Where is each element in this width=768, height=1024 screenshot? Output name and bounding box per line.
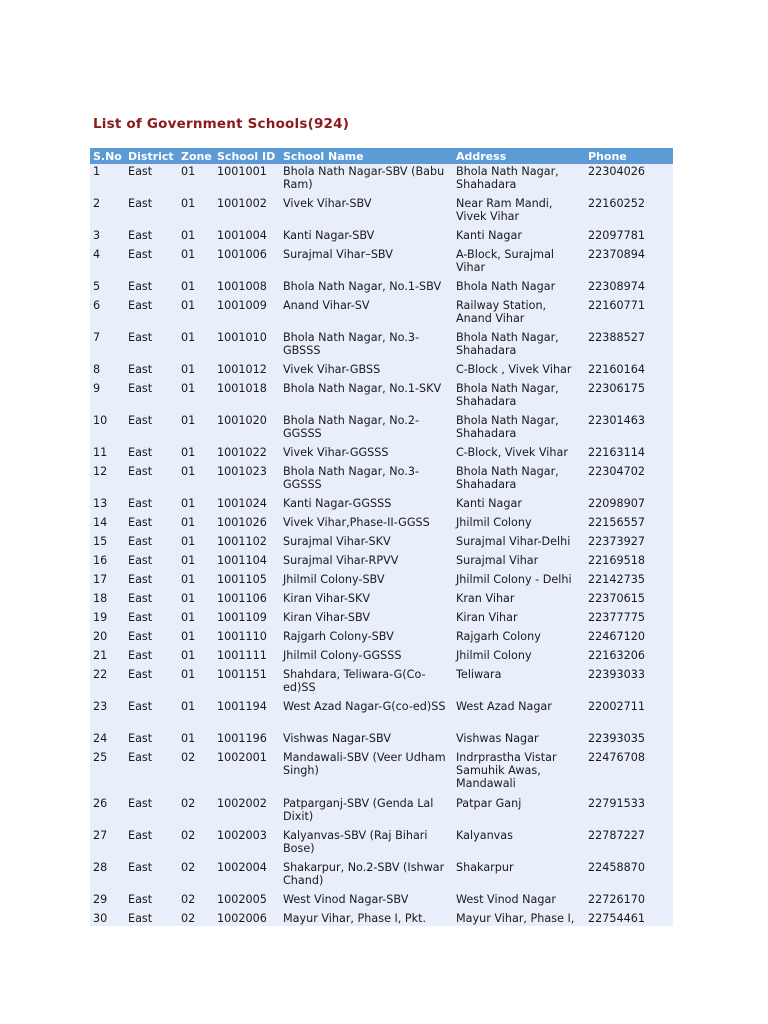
cell-zone: 01 — [178, 464, 214, 496]
cell-school-name: Rajgarh Colony-SBV — [280, 629, 453, 648]
cell-school-id: 1001111 — [214, 648, 280, 667]
cell-sno: 26 — [90, 796, 125, 828]
cell-district: East — [125, 247, 178, 279]
cell-district: East — [125, 828, 178, 860]
cell-zone: 02 — [178, 860, 214, 892]
cell-district: East — [125, 699, 178, 731]
cell-zone: 01 — [178, 496, 214, 515]
cell-school-name: Kiran Vihar-SBV — [280, 610, 453, 629]
table-row — [90, 610, 673, 629]
cell-address: C-Block , Vivek Vihar — [453, 362, 585, 381]
schools-table — [90, 148, 673, 926]
cell-sno: 10 — [90, 413, 125, 445]
cell-sno: 1 — [90, 164, 125, 196]
cell-sno: 21 — [90, 648, 125, 667]
table-row — [90, 553, 673, 572]
table-row — [90, 648, 673, 667]
cell-school-name: Vivek Vihar-GBSS — [280, 362, 453, 381]
cell-sno: 11 — [90, 445, 125, 464]
cell-phone: 22393035 — [585, 731, 673, 750]
cell-phone: 22142735 — [585, 572, 673, 591]
cell-phone: 22370894 — [585, 247, 673, 279]
cell-school-name: Kalyanvas-SBV (Raj Bihari Bose) — [280, 828, 453, 860]
column-header-district: District — [125, 148, 178, 164]
table-row — [90, 279, 673, 298]
cell-phone: 22304702 — [585, 464, 673, 496]
cell-school-id: 1001008 — [214, 279, 280, 298]
cell-zone: 01 — [178, 298, 214, 330]
cell-school-name: Mandawali-SBV (Veer Udham Singh) — [280, 750, 453, 796]
cell-phone: 22002711 — [585, 699, 673, 731]
cell-zone: 01 — [178, 228, 214, 247]
cell-school-name: Vivek Vihar-GGSSS — [280, 445, 453, 464]
cell-sno: 13 — [90, 496, 125, 515]
cell-sno: 17 — [90, 572, 125, 591]
cell-school-name: Bhola Nath Nagar, No.2-GGSSS — [280, 413, 453, 445]
cell-school-name: Vivek Vihar-SBV — [280, 196, 453, 228]
cell-address: Jhilmil Colony — [453, 648, 585, 667]
cell-address: Indrprastha Vistar Samuhik Awas, Mandawali — [453, 750, 585, 796]
cell-address: C-Block, Vivek Vihar — [453, 445, 585, 464]
cell-school-id: 1001023 — [214, 464, 280, 496]
table-row — [90, 750, 673, 796]
table-row — [90, 298, 673, 330]
cell-address: Kiran Vihar — [453, 610, 585, 629]
cell-district: East — [125, 413, 178, 445]
cell-school-id: 1001020 — [214, 413, 280, 445]
table-row — [90, 381, 673, 413]
cell-school-name: Mayur Vihar, Phase I, Pkt. — [280, 911, 453, 926]
cell-address: Kanti Nagar — [453, 496, 585, 515]
cell-phone: 22160164 — [585, 362, 673, 381]
cell-address: Jhilmil Colony - Delhi — [453, 572, 585, 591]
cell-school-name: West Vinod Nagar-SBV — [280, 892, 453, 911]
column-header-school-id: School ID — [214, 148, 280, 164]
cell-school-id: 1002005 — [214, 892, 280, 911]
cell-school-id: 1001009 — [214, 298, 280, 330]
cell-address: Jhilmil Colony — [453, 515, 585, 534]
table-row — [90, 860, 673, 892]
cell-district: East — [125, 911, 178, 926]
cell-school-name: Surajmal Vihar-SKV — [280, 534, 453, 553]
cell-sno: 24 — [90, 731, 125, 750]
cell-school-id: 1001194 — [214, 699, 280, 731]
cell-district: East — [125, 572, 178, 591]
column-header-zone: Zone — [178, 148, 214, 164]
cell-address: Bhola Nath Nagar, Shahadara — [453, 330, 585, 362]
cell-district: East — [125, 196, 178, 228]
cell-school-name: West Azad Nagar-G(co-ed)SS — [280, 699, 453, 731]
cell-sno: 22 — [90, 667, 125, 699]
cell-zone: 01 — [178, 572, 214, 591]
table-row — [90, 330, 673, 362]
table-row — [90, 164, 673, 196]
cell-district: East — [125, 892, 178, 911]
cell-district: East — [125, 731, 178, 750]
table-row — [90, 413, 673, 445]
cell-school-id: 1001106 — [214, 591, 280, 610]
cell-school-name: Anand Vihar-SV — [280, 298, 453, 330]
cell-school-name: Vishwas Nagar-SBV — [280, 731, 453, 750]
cell-school-id: 1001002 — [214, 196, 280, 228]
table-row — [90, 362, 673, 381]
cell-school-id: 1001006 — [214, 247, 280, 279]
cell-phone: 22787227 — [585, 828, 673, 860]
cell-zone: 01 — [178, 413, 214, 445]
table-row — [90, 731, 673, 750]
cell-school-name: Shakarpur, No.2-SBV (Ishwar Chand) — [280, 860, 453, 892]
cell-school-name: Bhola Nath Nagar-SBV (Babu Ram) — [280, 164, 453, 196]
cell-phone: 22097781 — [585, 228, 673, 247]
table-row — [90, 515, 673, 534]
cell-school-id: 1001109 — [214, 610, 280, 629]
cell-district: East — [125, 381, 178, 413]
cell-sno: 23 — [90, 699, 125, 731]
cell-address: Rajgarh Colony — [453, 629, 585, 648]
cell-sno: 5 — [90, 279, 125, 298]
cell-zone: 01 — [178, 515, 214, 534]
column-header-address: Address — [453, 148, 585, 164]
cell-school-name: Patparganj-SBV (Genda Lal Dixit) — [280, 796, 453, 828]
cell-school-id: 1001022 — [214, 445, 280, 464]
cell-district: East — [125, 648, 178, 667]
cell-school-id: 1001104 — [214, 553, 280, 572]
cell-district: East — [125, 515, 178, 534]
cell-sno: 4 — [90, 247, 125, 279]
cell-zone: 02 — [178, 828, 214, 860]
cell-zone: 01 — [178, 445, 214, 464]
cell-phone: 22301463 — [585, 413, 673, 445]
cell-phone: 22304026 — [585, 164, 673, 196]
cell-school-name: Bhola Nath Nagar, No.1-SKV — [280, 381, 453, 413]
cell-sno: 28 — [90, 860, 125, 892]
cell-district: East — [125, 496, 178, 515]
cell-sno: 20 — [90, 629, 125, 648]
cell-school-name: Vivek Vihar,Phase-II-GGSS — [280, 515, 453, 534]
cell-school-name: Surajmal Vihar-RPVV — [280, 553, 453, 572]
cell-district: East — [125, 610, 178, 629]
cell-sno: 7 — [90, 330, 125, 362]
cell-zone: 01 — [178, 731, 214, 750]
cell-zone: 01 — [178, 381, 214, 413]
cell-school-name: Kanti Nagar-SBV — [280, 228, 453, 247]
cell-school-name: Bhola Nath Nagar, No.3-GGSSS — [280, 464, 453, 496]
cell-district: East — [125, 667, 178, 699]
cell-phone: 22476708 — [585, 750, 673, 796]
cell-sno: 9 — [90, 381, 125, 413]
cell-sno: 15 — [90, 534, 125, 553]
cell-sno: 19 — [90, 610, 125, 629]
cell-zone: 01 — [178, 648, 214, 667]
cell-address: Bhola Nath Nagar, Shahadara — [453, 413, 585, 445]
cell-school-id: 1001151 — [214, 667, 280, 699]
cell-phone: 22467120 — [585, 629, 673, 648]
cell-address: Kran Vihar — [453, 591, 585, 610]
table-row — [90, 828, 673, 860]
cell-school-name: Kiran Vihar-SKV — [280, 591, 453, 610]
cell-sno: 14 — [90, 515, 125, 534]
cell-zone: 01 — [178, 629, 214, 648]
cell-sno: 3 — [90, 228, 125, 247]
cell-school-name: Jhilmil Colony-GGSSS — [280, 648, 453, 667]
cell-school-id: 1002002 — [214, 796, 280, 828]
cell-zone: 01 — [178, 247, 214, 279]
cell-phone: 22160252 — [585, 196, 673, 228]
table-row — [90, 247, 673, 279]
cell-zone: 01 — [178, 362, 214, 381]
cell-sno: 27 — [90, 828, 125, 860]
cell-phone: 22308974 — [585, 279, 673, 298]
cell-address: Teliwara — [453, 667, 585, 699]
cell-school-id: 1001010 — [214, 330, 280, 362]
page-title: List of Government Schools(924) — [93, 116, 350, 132]
cell-phone: 22306175 — [585, 381, 673, 413]
cell-phone: 22163206 — [585, 648, 673, 667]
cell-sno: 16 — [90, 553, 125, 572]
table-row — [90, 534, 673, 553]
cell-phone: 22377775 — [585, 610, 673, 629]
cell-address: Near Ram Mandi, Vivek Vihar — [453, 196, 585, 228]
cell-phone: 22373927 — [585, 534, 673, 553]
cell-address: Railway Station, Anand Vihar — [453, 298, 585, 330]
cell-phone: 22160771 — [585, 298, 673, 330]
cell-address: Bhola Nath Nagar, Shahadara — [453, 464, 585, 496]
cell-district: East — [125, 279, 178, 298]
cell-address: Surajmal Vihar-Delhi — [453, 534, 585, 553]
cell-zone: 01 — [178, 164, 214, 196]
cell-phone: 22791533 — [585, 796, 673, 828]
cell-district: East — [125, 796, 178, 828]
cell-address: Vishwas Nagar — [453, 731, 585, 750]
cell-district: East — [125, 228, 178, 247]
cell-phone: 22169518 — [585, 553, 673, 572]
cell-phone: 22393033 — [585, 667, 673, 699]
cell-sno: 12 — [90, 464, 125, 496]
cell-phone: 22098907 — [585, 496, 673, 515]
cell-zone: 01 — [178, 610, 214, 629]
cell-district: East — [125, 464, 178, 496]
column-header-phone: Phone — [585, 148, 673, 164]
table-row — [90, 464, 673, 496]
cell-school-id: 1001018 — [214, 381, 280, 413]
cell-address: Mayur Vihar, Phase I, — [453, 911, 585, 926]
cell-zone: 02 — [178, 796, 214, 828]
cell-district: East — [125, 591, 178, 610]
cell-address: West Vinod Nagar — [453, 892, 585, 911]
cell-address: Bhola Nath Nagar — [453, 279, 585, 298]
cell-school-name: Jhilmil Colony-SBV — [280, 572, 453, 591]
table-row — [90, 196, 673, 228]
cell-phone: 22163114 — [585, 445, 673, 464]
cell-phone: 22388527 — [585, 330, 673, 362]
cell-school-name: Kanti Nagar-GGSSS — [280, 496, 453, 515]
cell-school-id: 1001196 — [214, 731, 280, 750]
table-body — [90, 164, 673, 926]
cell-sno: 29 — [90, 892, 125, 911]
cell-school-id: 1001024 — [214, 496, 280, 515]
table-row — [90, 892, 673, 911]
table-row — [90, 699, 673, 731]
cell-school-id: 1001102 — [214, 534, 280, 553]
cell-sno: 30 — [90, 911, 125, 926]
cell-school-name: Bhola Nath Nagar, No.1-SBV — [280, 279, 453, 298]
cell-zone: 01 — [178, 699, 214, 731]
cell-zone: 01 — [178, 330, 214, 362]
cell-zone: 01 — [178, 553, 214, 572]
cell-school-id: 1001012 — [214, 362, 280, 381]
cell-school-id: 1001110 — [214, 629, 280, 648]
table-row — [90, 796, 673, 828]
cell-district: East — [125, 860, 178, 892]
cell-district: East — [125, 164, 178, 196]
cell-zone: 01 — [178, 667, 214, 699]
cell-sno: 8 — [90, 362, 125, 381]
table-row — [90, 629, 673, 648]
cell-phone: 22156557 — [585, 515, 673, 534]
cell-school-id: 1001026 — [214, 515, 280, 534]
table-row — [90, 911, 673, 926]
cell-zone: 01 — [178, 534, 214, 553]
table-row — [90, 667, 673, 699]
cell-school-name: Bhola Nath Nagar, No.3-GBSSS — [280, 330, 453, 362]
cell-address: Kanti Nagar — [453, 228, 585, 247]
column-header-sno: S.No — [90, 148, 125, 164]
cell-school-id: 1002004 — [214, 860, 280, 892]
column-header-school-name: School Name — [280, 148, 453, 164]
cell-address: Kalyanvas — [453, 828, 585, 860]
cell-sno: 18 — [90, 591, 125, 610]
cell-school-id: 1002003 — [214, 828, 280, 860]
cell-school-name: Shahdara, Teliwara-G(Co-ed)SS — [280, 667, 453, 699]
table-header-row — [90, 148, 673, 164]
cell-district: East — [125, 750, 178, 796]
table-row — [90, 496, 673, 515]
cell-sno: 2 — [90, 196, 125, 228]
cell-school-id: 1001004 — [214, 228, 280, 247]
cell-address: Bhola Nath Nagar, Shahadara — [453, 164, 585, 196]
table-row — [90, 445, 673, 464]
cell-school-id: 1002001 — [214, 750, 280, 796]
cell-sno: 25 — [90, 750, 125, 796]
cell-district: East — [125, 362, 178, 381]
cell-district: East — [125, 534, 178, 553]
table-row — [90, 572, 673, 591]
cell-district: East — [125, 298, 178, 330]
cell-school-id: 1001105 — [214, 572, 280, 591]
cell-phone: 22754461 — [585, 911, 673, 926]
cell-zone: 02 — [178, 750, 214, 796]
cell-school-id: 1001001 — [214, 164, 280, 196]
cell-zone: 02 — [178, 892, 214, 911]
cell-zone: 01 — [178, 591, 214, 610]
cell-district: East — [125, 445, 178, 464]
cell-zone: 02 — [178, 911, 214, 926]
cell-sno: 6 — [90, 298, 125, 330]
cell-school-id: 1002006 — [214, 911, 280, 926]
cell-school-name: Surajmal Vihar–SBV — [280, 247, 453, 279]
cell-zone: 01 — [178, 196, 214, 228]
cell-district: East — [125, 629, 178, 648]
table-row — [90, 228, 673, 247]
cell-address: Shakarpur — [453, 860, 585, 892]
cell-address: West Azad Nagar — [453, 699, 585, 731]
cell-zone: 01 — [178, 279, 214, 298]
cell-address: Surajmal Vihar — [453, 553, 585, 572]
table-row — [90, 591, 673, 610]
cell-address: Bhola Nath Nagar, Shahadara — [453, 381, 585, 413]
cell-district: East — [125, 553, 178, 572]
cell-phone: 22370615 — [585, 591, 673, 610]
cell-address: Patpar Ganj — [453, 796, 585, 828]
cell-phone: 22726170 — [585, 892, 673, 911]
cell-phone: 22458870 — [585, 860, 673, 892]
cell-address: A-Block, Surajmal Vihar — [453, 247, 585, 279]
cell-district: East — [125, 330, 178, 362]
